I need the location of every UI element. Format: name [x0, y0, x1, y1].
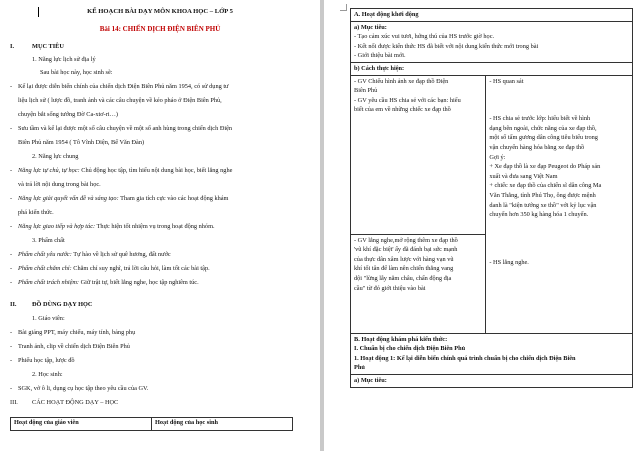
- label: Phẩm chất trách nhiệm:: [18, 279, 80, 286]
- paragraph: - Tạo cảm xúc vui tươi, hứng thú của HS trước giờ học.: [354, 33, 495, 41]
- paragraph-line: - HS lắng nghe.: [489, 258, 529, 266]
- paragraph: - Kết nối được kiến thức HS đã biết với nội dung kiến thức mới trong bài: [354, 42, 539, 50]
- document-title: KẾ HOẠCH BÀI DẠY MÔN KHOA HỌC – LỚP 5: [87, 8, 233, 15]
- paragraph-line: liệu lịch sử ( lược đồ, tranh ảnh và các câu chuyện về kéo pháo ở Điện Biên Phủ,: [18, 97, 222, 104]
- text: Thực hiện tốt nhiệm vụ trong hoạt động nhóm.: [95, 223, 215, 230]
- activity-table: [350, 8, 633, 388]
- subsection-heading: 1. Năng lực lịch sử địa lý: [32, 56, 96, 63]
- text: Tự hào về lịch sử quê hương, đất nước: [71, 251, 171, 258]
- paragraph-line: khí tối tân để làm nên chiến thắng vang: [354, 265, 454, 273]
- label: Năng lực giao tiếp và hợp tác:: [18, 223, 96, 230]
- bullet: -: [10, 195, 13, 202]
- section-heading: MỤC TIÊU: [32, 43, 64, 50]
- list-item: Bài giảng PPT, máy chiếu, máy tính, bảng phụ: [18, 329, 136, 336]
- heading: B. Hoạt động khám phá kiến thức:: [354, 335, 448, 343]
- list-item: Tranh ảnh, clip về chiến dịch Điện Biên Phủ: [18, 343, 130, 350]
- paragraph-line: - HS chia sẻ trước lớp: hiểu biết về hình: [489, 115, 591, 123]
- paragraph-line: phá kiến thức.: [18, 209, 54, 216]
- paragraph: - Giới thiệu bài mới.: [354, 52, 406, 60]
- paragraph-line: [18, 223, 215, 231]
- bullet: -: [10, 83, 13, 90]
- paragraph-line: + chiếc xe đạp thồ của chiến sĩ dân công Ma: [489, 182, 602, 190]
- subheading: Phủ: [354, 364, 365, 372]
- lesson-title: Bài 14: CHIẾN DỊCH ĐIỆN BIÊN PHỦ: [99, 25, 221, 33]
- teacher-cell: [351, 234, 486, 333]
- subsection-heading: 1. Giáo viên:: [32, 315, 65, 322]
- page-margin-marker: [340, 4, 347, 11]
- paragraph-line: [18, 251, 171, 259]
- subheading: 1. Hoạt động 1: Kể lại diễn biến chính quá trình chuẩn bị cho chiến dịch Điện Biên: [354, 354, 576, 362]
- paragraph-line: [18, 195, 228, 203]
- label: Phẩm chất chăm chỉ:: [18, 265, 72, 272]
- table-row-full: [351, 21, 633, 62]
- section-heading: ĐỒ DÙNG DẠY HỌC: [32, 301, 93, 308]
- student-cell: [486, 75, 633, 333]
- bullet: -: [10, 167, 13, 174]
- bullet: -: [10, 125, 13, 132]
- subsection-heading: 2. Năng lực chung: [32, 153, 79, 160]
- paragraph-line: Văn Thắng, tỉnh Phú Thọ, ông được mệnh: [489, 191, 596, 199]
- label: Năng lực tự chủ, tự học:: [18, 167, 80, 174]
- paragraph-line: - GV Chiếu hình ảnh xe đạp thồ Điện: [354, 77, 449, 85]
- text: Chăm chỉ suy nghĩ, trả lời câu hỏi, làm tốt các bài tập.: [71, 265, 210, 272]
- list-item: SGK, vở ô li, dụng cụ học tập theo yêu cầu của GV.: [18, 385, 149, 392]
- subsection-heading: 2. Học sinh:: [32, 371, 63, 378]
- heading: A. Hoạt động khởi động: [354, 11, 419, 18]
- section-number: III.: [10, 399, 18, 406]
- paragraph-line: chuyển hơn 350 kg hàng hóa 1 chuyến.: [489, 211, 589, 219]
- paragraph: Sau bài học này, học sinh sẽ:: [40, 69, 113, 76]
- paragraph-line: và trả lời nội dung trong bài học.: [18, 181, 101, 188]
- paragraph-line: 'vũ khí đặc biệt' ấy đã đánh bại sức mạnh: [354, 246, 458, 254]
- paragraph-line: xuất và đưa sang Việt Nam: [489, 172, 558, 180]
- bullet: -: [10, 279, 13, 286]
- table-header-cell: Hoạt động của giáo viên: [11, 418, 152, 431]
- text: Giữ trật tự, biết lắng nghe, học tập nghiêm túc.: [79, 279, 199, 286]
- paragraph-line: vận chuyển hàng hóa bằng xe đạp thồ: [489, 143, 585, 151]
- paragraph-line: [18, 265, 210, 273]
- paragraph-line: dội "lừng lẫy năm châu, chấn động địa: [354, 274, 452, 282]
- paragraph-line: một số tấm gương dân công tiêu biểu trong: [489, 134, 598, 142]
- text: Tham gia tích cực vào các hoạt động khám: [118, 195, 229, 202]
- text-cursor: [38, 7, 39, 17]
- subheading: a) Mục tiêu:: [354, 23, 387, 31]
- label: Năng lực giải quyết vấn đề và sáng tạo:: [18, 195, 119, 202]
- bullet: -: [10, 265, 13, 272]
- section-number: II.: [10, 301, 17, 308]
- paragraph-line: Sưu tầm và kể lại được một số câu chuyện về một số anh hùng trong chiến dịch Điện: [18, 125, 233, 132]
- paragraph-line: Kể lại được diễn biến chính của chiến dịch Điện Biên Phủ năm 1954, có sử dụng tư: [18, 83, 229, 90]
- paragraph-line: dạng bên ngoài, chức năng của xe đạp thồ,: [489, 124, 597, 132]
- table-row-full: [351, 9, 633, 22]
- bullet: -: [10, 329, 13, 336]
- table-header-cell: Hoạt động của học sinh: [152, 418, 293, 431]
- bullet: -: [10, 343, 13, 350]
- subheading: b) Cách thực hiện:: [354, 64, 405, 72]
- paragraph-line: - HS quan sát: [489, 77, 524, 85]
- text: Chủ động học tập, tìm hiểu nội dung bài học, biết lắng nghe: [79, 167, 233, 174]
- paragraph-line: + Xe đạp thồ là xe đạp Peugeot do Pháp sản: [489, 163, 601, 171]
- bullet: -: [10, 251, 13, 258]
- table-row-full: [351, 333, 633, 374]
- label: Phẩm chất yêu nước:: [18, 251, 72, 258]
- document-page-right: [324, 0, 640, 451]
- paragraph-line: [18, 167, 232, 175]
- list-item: Phiếu học tập, lược đồ: [18, 357, 75, 364]
- section-heading: CÁC HOẠT ĐỘNG DẠY – HỌC: [32, 399, 119, 406]
- bullet: -: [10, 357, 13, 364]
- paragraph-line: cầu" từ đó giới thiệu vào bài: [354, 284, 426, 292]
- paragraph-line: - GV yêu cầu HS chia sẻ với các bạn: hiểu: [354, 96, 461, 104]
- table-row-full: [351, 62, 633, 75]
- bullet: -: [10, 223, 13, 230]
- table-row-full: [351, 374, 633, 387]
- bullet: -: [10, 385, 13, 392]
- paragraph-line: Biên Phủ năm 1954 ( Tô Vĩnh Diện, Bế Văn Đàn): [18, 139, 145, 146]
- paragraph-line: Biên Phủ: [354, 87, 378, 95]
- paragraph-line: - GV lắng nghe,mở rộng thêm xe đạp thồ: [354, 236, 458, 244]
- subsection-heading: 3. Phẩm chất: [32, 237, 65, 244]
- subheading: a) Mục tiêu:: [354, 376, 387, 384]
- paragraph-line: của thực dân xâm lược với hàng vạn vũ: [354, 255, 454, 263]
- paragraph-line: [18, 279, 199, 287]
- paragraph-line: biết của em về những chiếc xe đạp thồ: [354, 106, 451, 114]
- section-number: I.: [10, 43, 15, 50]
- paragraph-line: chuyện bắt sống tướng Đờ Ca-xtơ-ri…): [18, 111, 118, 118]
- subheading: I. Chuẩn bị cho chiến dịch Điện Biên Phủ: [354, 345, 466, 353]
- activity-table-header: [10, 417, 293, 431]
- paragraph-line: danh là "kiện tướng xe thồ" với kỷ lục vận: [489, 201, 597, 209]
- teacher-cell: [351, 75, 486, 234]
- paragraph-line: Gợi ý:: [489, 153, 506, 161]
